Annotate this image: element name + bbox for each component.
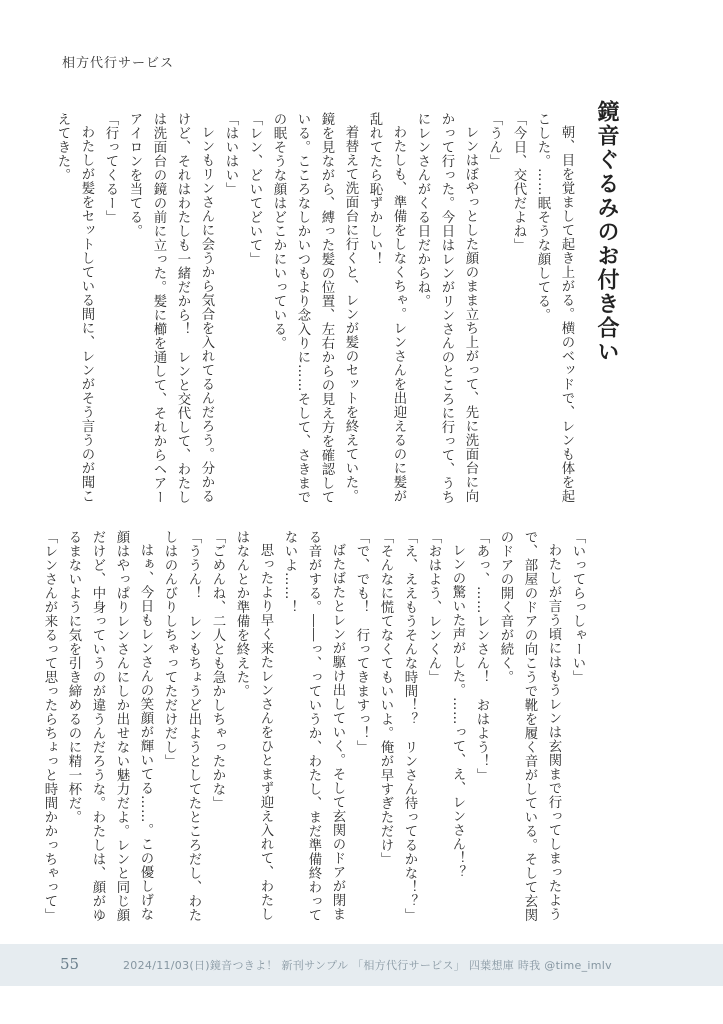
paragraph: 「いってらっしゃーい」 (570, 530, 585, 684)
paragraph: 「おはよう、レンくん」 (426, 530, 441, 684)
paragraph: はぁ、今日もレンさんの笑顔が輝いてる……。この優しげな顔はやっぱりレンさんにしか出せない魅力だよ。レンと同じ顔だけど、中身っていうのが違うんだろうな。わたしは、顔がゆるまないように気を引き締めるのに精一杯だ。 (66, 530, 153, 922)
paragraph: レンの驚いた声がした。……って、え、レンさん！？ (450, 543, 465, 880)
chapter-title: 鏡音ぐるみのお付き合い (594, 100, 619, 364)
paragraph: 「行ってくるー」 (103, 112, 118, 224)
paragraph: 「今日、交代だよね」 (511, 112, 526, 252)
footer-bar (0, 944, 723, 986)
paragraph: 「あっ、……レンさん！ おはよう！」 (474, 530, 489, 782)
paragraph: 「レン、どいてどいて」 (247, 112, 262, 266)
paragraph: レンもリンさんに会うから気合を入れてるんだろう。分かるけど、それはわたしも一緒だから！ レンと交代して、わたしは洗面台の鏡の前に立った。髪に櫛を通して、それからヘアーアイロンを当てる。 (127, 112, 214, 504)
paragraph: 「ううん！ レンもちょうど出ようとしてたところだし、わたしはのんびりしちゃってただけだし」 (162, 530, 201, 922)
upper-text-block (55, 112, 578, 514)
paragraph: レンはぼやっとした顔のまま立ち上がって、先に洗面台に向かって行った。今日はレンがリンさんのところに行って、うちにレンさんがくる日だからね。 (415, 112, 478, 504)
lower-text-block (42, 530, 589, 932)
paragraph: 「そんなに慌てなくてもいいよ。俺が早すぎただけ」 (378, 530, 393, 866)
paragraph: 思ったより早く来たレンさんをひとまず迎え入れて、わたしはなんとか準備を終えた。 (234, 530, 273, 922)
running-header: 相方代行サービス (62, 56, 175, 71)
page-number: 55 (60, 955, 80, 973)
paragraph: わたしが言う頃にはもうレンは玄関まで行ってしまったようで、部屋のドアの向こうで靴を履く音がしている。そして玄関のドアの開く音が続く。 (498, 530, 561, 922)
paragraph: 「レンさんが来るって思ったらちょっと時間かかっちゃって」 (42, 530, 57, 922)
paragraph: 「え、ええもうそんな時間！？ リンさん待ってるかな！？」 (402, 530, 417, 922)
paragraph: ばたばたとレンが駆け出していく。そして玄関のドアが閉まる音がする。――っ、っていうか、わたし、まだ準備終わってないよ……！ (282, 530, 345, 922)
paragraph: 着替えて洗面台に行くと、レンが髪のセットを終えていた。鏡を見ながら、縛った髪の位置、左右からの見え方を確認している。こころなしかいつもより念入りに……そして、さきまでの眠そうな顔はどこかにいっている。 (271, 112, 358, 504)
paragraph: わたしが髪をセットしている間に、レンがそう言うのが聞こえてきた。 (55, 112, 94, 504)
paragraph: 「で、でも！ 行ってきますっ！」 (354, 530, 369, 754)
footer-info: 2024/11/03(日)鏡音つきよ！ 新刊サンプル 「相方代行サービス」 四葉想庫 時我 @time_imlv (123, 959, 612, 972)
paragraph: 「うん」 (487, 112, 502, 168)
paragraph: 「ごめんね、二人とも急かしちゃったかな」 (210, 530, 225, 810)
paragraph: わたしも、準備をしなくちゃ。レンさんを出迎えるのに髪が乱れてたら恥ずかしい！ (367, 112, 406, 504)
paragraph: 朝、目を覚まして起き上がる。横のベッドで、レンも体を起こした。……眠そうな顔してる。 (535, 112, 574, 504)
paragraph: 「はいはい」 (223, 112, 238, 196)
